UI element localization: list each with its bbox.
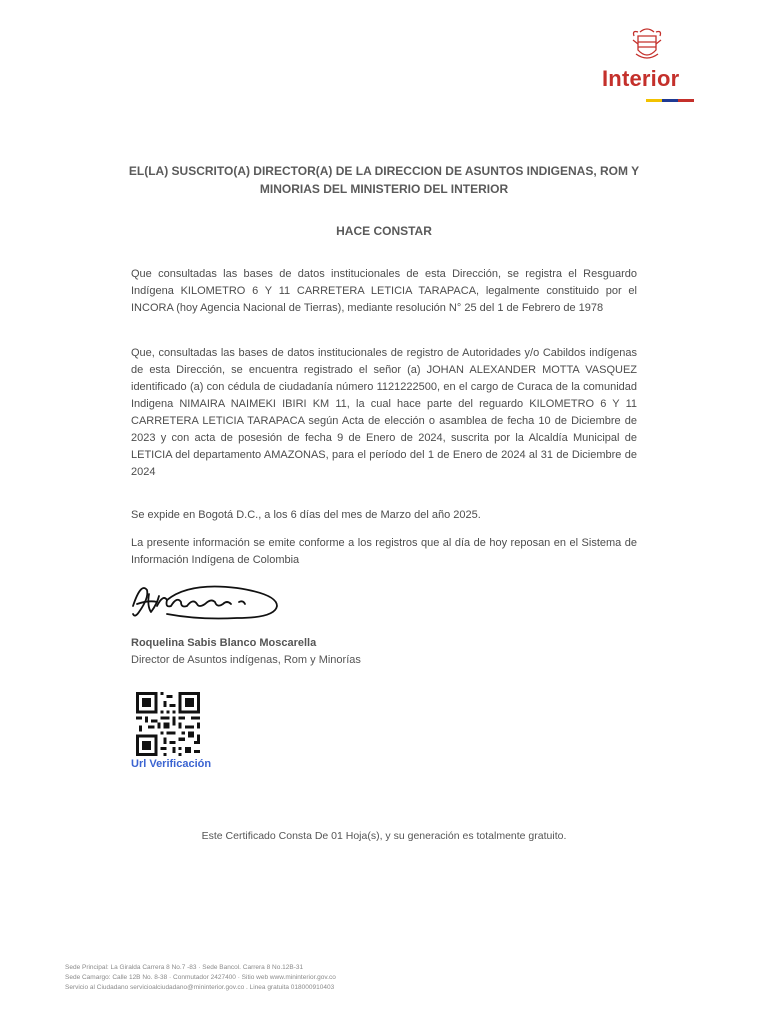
paragraph-expedicion: Se expide en Bogotá D.C., a los 6 días del mes de Marzo del año 2025. (131, 509, 481, 521)
footer-line: Servicio al Ciudadano servicioalciudadano@mininterior.gov.co . Linea gratuita 018000910403 (65, 984, 335, 991)
footer-contact (65, 963, 336, 993)
hace-constar-heading: HACE CONSTAR (336, 224, 432, 238)
paragraph-informacion: La presente información se emite conforme a los registros que al día de hoy reposan en el Sistema de Información Indígena de Colombia (131, 537, 637, 566)
paragraph-autoridad: Que, consultadas las bases de datos institucionales de registro de Autoridades y/o Cabildos indígenas de esta Dirección, se encuentra registrado el señor (a) JOHAN ALEXANDER MOTTA VASQUEZ identificado (a) con cédula de ciudadanía número 1121222500, en el cargo de Curaca de la comunidad Indigena NIMAIRA NAIMEKI IBIRI KM 11, la cual hace parte del reguardo KILOMETRO 6 Y 11 CARRETERA LETICIA TARAPACA según Acta de elección o asamblea de fecha 10 de Diciembre de 2023 y con acta de posesión de fecha 9 de Enero de 2024, suscrita por la Alcaldía Municipal de LETICIA del departamento AMAZONAS, para el período del 1 de Enero de 2024 al 31 de Diciembre de 2024 (131, 347, 637, 478)
certificate-note: Este Certificado Consta De 01 Hoja(s), y su generación es totalmente gratuito. (201, 830, 567, 842)
verification-url-link[interactable]: Url Verificación (131, 758, 212, 770)
signer-role: Director de Asuntos indígenas, Rom y Minorías (131, 654, 361, 666)
footer-line: Sede Camargo: Calle 12B No. 8-38 · Conmutador 2427400 · Sitio web www.mininterior.gov.co (65, 974, 336, 981)
coat-of-arms-icon (630, 26, 664, 64)
footer-line: Sede Principal: La Giralda Carrera 8 No.7 -83 · Sede Bancol. Carrera 8 No.12B-31 (65, 964, 304, 971)
document-title: EL(LA) SUSCRITO(A) DIRECTOR(A) DE LA DIRECCION DE ASUNTOS INDIGENAS, ROM Y MINORIAS DEL MINISTERIO DEL INTERIOR (128, 164, 640, 196)
paragraph-resguardo: Que consultadas las bases de datos institucionales de esta Dirección, se registra el Resguardo Indígena KILOMETRO 6 Y 11 CARRETERA LETICIA TARAPACA, legalmente constituido por el INCORA (hoy Agencia Nacional de Tierras), mediante resolución N° 25 del 1 de Febrero de 1978 (131, 268, 637, 314)
handwritten-signature (127, 576, 287, 638)
ministry-logo (598, 26, 702, 106)
qr-code-icon (136, 692, 200, 756)
signer-name: Roquelina Sabis Blanco Moscarella (131, 637, 317, 649)
flag-stripe (646, 99, 694, 102)
logo-wordmark: Interior (602, 66, 680, 91)
